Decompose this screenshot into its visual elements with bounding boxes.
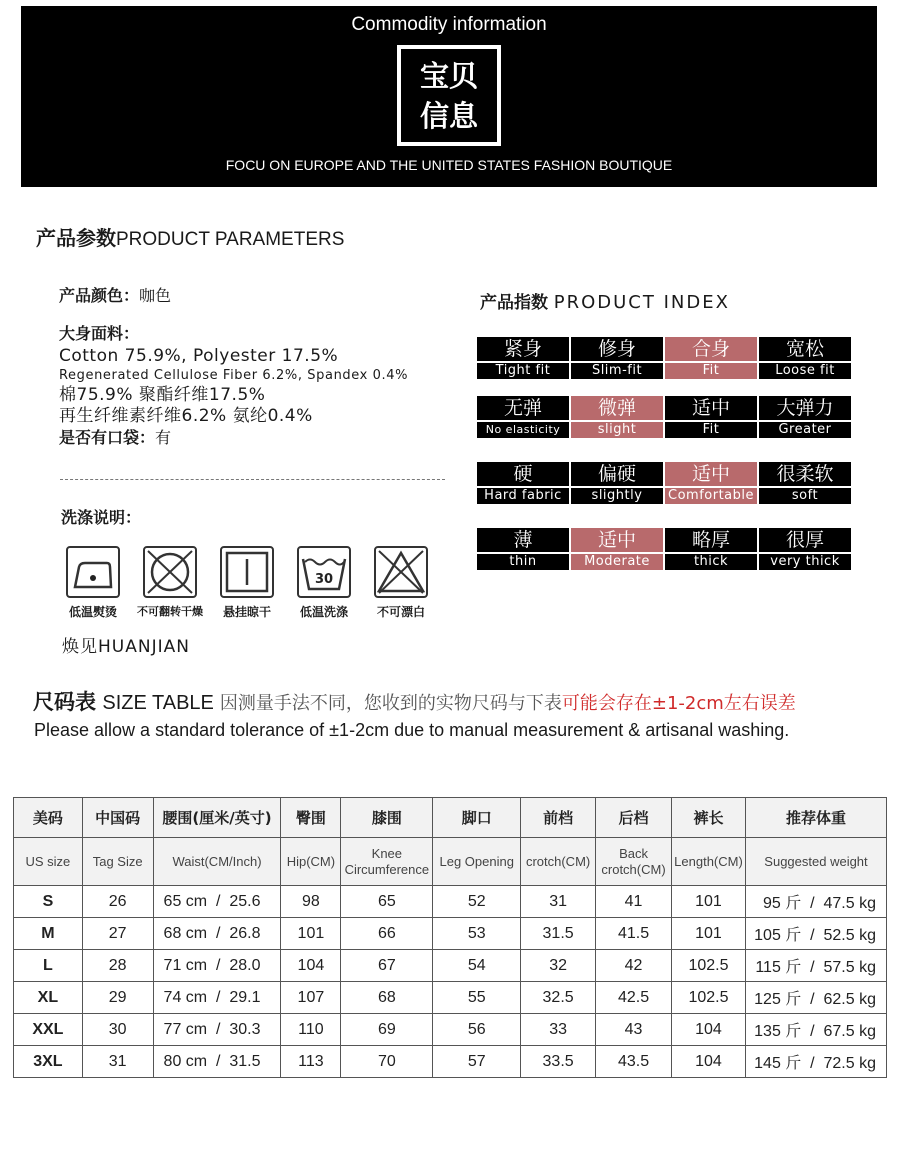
table-cell: 29 xyxy=(82,982,153,1014)
table-cell: 113 xyxy=(281,1046,341,1078)
index-cell xyxy=(477,337,569,379)
index-cell xyxy=(571,396,663,438)
column-header-en: Waist(CM/Inch) xyxy=(153,838,281,886)
column-header: 臀围 xyxy=(281,798,341,838)
table-cell: 104 xyxy=(672,1046,746,1078)
params-heading-cn: 产品参数 xyxy=(36,226,116,250)
index-cell xyxy=(477,462,569,504)
table-cell: 55 xyxy=(433,982,521,1014)
table-cell: 69 xyxy=(341,1014,433,1046)
table-cell: 135 斤 / 67.5 kg xyxy=(745,1014,886,1046)
index-cell xyxy=(477,396,569,438)
column-header-en: Length(CM) xyxy=(672,838,746,886)
index-cell-cn: 修身 xyxy=(597,338,636,360)
index-cell-en: slightly xyxy=(571,486,663,503)
table-row xyxy=(14,950,887,982)
index-cell-en: Greater xyxy=(759,420,851,437)
index-heading-cn: 产品指数 xyxy=(480,293,548,313)
index-heading xyxy=(480,288,730,313)
index-cell xyxy=(571,462,663,504)
wash-temp-label: 30 xyxy=(314,572,334,587)
table-cell: 32.5 xyxy=(521,982,596,1014)
index-row xyxy=(477,462,850,504)
column-header: 裤长 xyxy=(672,798,746,838)
column-header-en: Tag Size xyxy=(82,838,153,886)
column-header: 美码 xyxy=(14,798,83,838)
index-cell-cn: 适中 xyxy=(691,463,730,485)
table-cell: M xyxy=(14,918,83,950)
index-cell xyxy=(665,528,757,570)
index-row xyxy=(477,396,850,438)
banner-subtitle: FOCU ON EUROPE AND THE UNITED STATES FASHION BOUTIQUE xyxy=(225,157,673,173)
wash-item-wash xyxy=(289,545,359,620)
index-cell xyxy=(759,462,851,504)
fabric-label: 大身面料： xyxy=(59,324,140,343)
size-note-red: 可能会存在±1-2cm左右误差 xyxy=(561,693,796,714)
index-cell-en: Slim-fit xyxy=(571,361,663,378)
index-cell-cn: 薄 xyxy=(513,529,533,551)
index-cell-cn: 很厚 xyxy=(785,529,824,551)
index-cell-cn: 适中 xyxy=(691,397,730,419)
column-header-en: Hip(CM) xyxy=(281,838,341,886)
table-row xyxy=(14,1014,887,1046)
table-cell: 42.5 xyxy=(596,982,672,1014)
index-cell-cn: 硬 xyxy=(513,463,533,485)
index-cell xyxy=(665,396,757,438)
low-temp-iron-icon xyxy=(65,545,121,599)
index-cell-cn: 很柔软 xyxy=(776,463,834,485)
size-note-gray: 因测量手法不同，您收到的实物尺码与下表 xyxy=(219,693,562,714)
table-cell: 74 cm / 29.1 xyxy=(153,982,281,1014)
header-banner xyxy=(21,6,877,187)
divider xyxy=(60,479,445,480)
index-cell-cn: 紧身 xyxy=(503,338,542,360)
size-note-en: Please allow a standard tolerance of ±1-2cm due to manual measurement & artisanal washing. xyxy=(34,720,790,740)
color-value: 咖色 xyxy=(139,286,172,305)
table-cell: 26 xyxy=(82,886,153,918)
table-cell: 77 cm / 30.3 xyxy=(153,1014,281,1046)
wash-30-icon xyxy=(296,545,352,599)
color-label: 产品颜色： xyxy=(59,286,140,305)
index-cell-en: slight xyxy=(571,420,663,437)
table-header-en xyxy=(14,838,887,886)
table-cell: 95 斤 / 47.5 kg xyxy=(745,886,886,918)
index-cell xyxy=(571,528,663,570)
table-cell: 125 斤 / 62.5 kg xyxy=(745,982,886,1014)
index-heading-en: PRODUCT INDEX xyxy=(553,292,730,313)
column-header: 推荐体重 xyxy=(745,798,886,838)
hang-dry-icon xyxy=(219,545,275,599)
table-cell: 107 xyxy=(281,982,341,1014)
color-line xyxy=(59,285,469,307)
pocket-value: 有 xyxy=(155,428,172,447)
table-cell: 65 cm / 25.6 xyxy=(153,886,281,918)
table-cell: 33.5 xyxy=(521,1046,596,1078)
table-cell: 43 xyxy=(596,1014,672,1046)
column-header: 后档 xyxy=(596,798,672,838)
index-cell-en: Tight fit xyxy=(477,361,569,378)
size-heading-cn: 尺码表 xyxy=(33,690,96,714)
params-heading xyxy=(36,222,344,251)
index-cell-cn: 大弹力 xyxy=(776,397,834,419)
table-cell: 41.5 xyxy=(596,918,672,950)
column-header: 前档 xyxy=(521,798,596,838)
index-row xyxy=(477,337,850,379)
table-cell: 43.5 xyxy=(596,1046,672,1078)
wash-label-tumble: 不可翻转干燥 xyxy=(137,605,203,618)
table-cell: L xyxy=(14,950,83,982)
wash-title: 洗涤说明： xyxy=(61,508,142,527)
fabric-line-3: 棉75.9% 聚酯纤维17.5% xyxy=(59,385,266,405)
table-cell: 52 xyxy=(433,886,521,918)
table-cell: XL xyxy=(14,982,83,1014)
table-row xyxy=(14,886,887,918)
table-cell: 56 xyxy=(433,1014,521,1046)
index-cell-en: No elasticity xyxy=(477,420,569,437)
column-header-en: US size xyxy=(14,838,83,886)
fabric-line-1: Cotton 75.9%, Polyester 17.5% xyxy=(59,346,339,366)
column-header: 中国码 xyxy=(82,798,153,838)
index-cell-cn: 微弹 xyxy=(597,397,636,419)
table-cell: 33 xyxy=(521,1014,596,1046)
index-cell-cn: 宽松 xyxy=(785,338,824,360)
banner-box-line1: 宝贝 xyxy=(419,59,478,93)
size-heading-en: SIZE TABLE xyxy=(102,692,214,714)
table-row xyxy=(14,1046,887,1078)
table-cell: 65 xyxy=(341,886,433,918)
index-row xyxy=(477,528,850,570)
wash-label-hang: 悬挂晾干 xyxy=(222,605,271,619)
column-header: 脚口 xyxy=(433,798,521,838)
wash-label-wash: 低温洗涤 xyxy=(299,605,348,619)
table-cell: 32 xyxy=(521,950,596,982)
index-cell-en: thick xyxy=(665,552,757,569)
table-cell: 104 xyxy=(281,950,341,982)
table-cell: 54 xyxy=(433,950,521,982)
wash-item-bleach xyxy=(366,545,436,620)
index-cell-cn: 适中 xyxy=(597,529,636,551)
table-cell: 104 xyxy=(672,1014,746,1046)
table-cell: 67 xyxy=(341,950,433,982)
index-cell xyxy=(571,337,663,379)
no-bleach-icon xyxy=(373,545,429,599)
table-header-cn xyxy=(14,798,887,838)
table-cell: 68 cm / 26.8 xyxy=(153,918,281,950)
fabric-line-2: Regenerated Cellulose Fiber 6.2%, Spandex 0.4% xyxy=(59,368,409,383)
index-cell-en: soft xyxy=(759,486,851,503)
column-header-en: Knee Circumference xyxy=(341,838,433,886)
table-cell: 41 xyxy=(596,886,672,918)
index-cell-cn: 偏硬 xyxy=(597,463,636,485)
index-cell-en: thin xyxy=(477,552,569,569)
table-cell: XXL xyxy=(14,1014,83,1046)
column-header-en: Back crotch(CM) xyxy=(596,838,672,886)
pocket-label: 是否有口袋： xyxy=(59,428,156,447)
table-cell: 27 xyxy=(82,918,153,950)
table-cell: 57 xyxy=(433,1046,521,1078)
size-heading xyxy=(33,686,796,716)
index-cell xyxy=(477,528,569,570)
wash-label-bleach: 不可漂白 xyxy=(376,605,425,619)
table-cell: 115 斤 / 57.5 kg xyxy=(745,950,886,982)
index-cell xyxy=(665,337,757,379)
table-cell: 53 xyxy=(433,918,521,950)
index-cell-cn: 无弹 xyxy=(503,397,542,419)
fabric-line-4: 再生纤维素纤维6.2% 氨纶0.4% xyxy=(59,406,313,426)
table-cell: 102.5 xyxy=(672,950,746,982)
banner-logo-box xyxy=(397,45,501,146)
index-cell-en: very thick xyxy=(759,552,851,569)
table-cell: 71 cm / 28.0 xyxy=(153,950,281,982)
table-cell: 31.5 xyxy=(521,918,596,950)
table-cell: 28 xyxy=(82,950,153,982)
index-cell-en: Loose fit xyxy=(759,361,851,378)
table-cell: 110 xyxy=(281,1014,341,1046)
index-cell xyxy=(759,528,851,570)
table-cell: 30 xyxy=(82,1014,153,1046)
column-header: 膝围 xyxy=(341,798,433,838)
table-cell: 101 xyxy=(672,886,746,918)
index-cell xyxy=(759,337,851,379)
wash-item-iron xyxy=(58,545,128,620)
table-row xyxy=(14,982,887,1014)
index-cell-en: Fit xyxy=(665,361,757,378)
column-header: 腰围(厘米/英寸) xyxy=(153,798,281,838)
pocket-line xyxy=(59,427,469,449)
table-cell: 98 xyxy=(281,886,341,918)
index-cell xyxy=(665,462,757,504)
wash-item-hang xyxy=(212,545,282,620)
index-cell-cn: 合身 xyxy=(691,338,730,360)
index-cell xyxy=(759,396,851,438)
table-cell: 101 xyxy=(281,918,341,950)
table-cell: 31 xyxy=(521,886,596,918)
table-cell: 102.5 xyxy=(672,982,746,1014)
brand-name: 焕见HUANJIAN xyxy=(62,637,190,657)
wash-item-tumble xyxy=(135,545,205,619)
index-cell-en: Fit xyxy=(665,420,757,437)
banner-title: Commodity information xyxy=(351,14,547,35)
column-header-en: Leg Opening xyxy=(433,838,521,886)
table-cell: 31 xyxy=(82,1046,153,1078)
index-cell-en: Hard fabric xyxy=(477,486,569,503)
table-cell: 70 xyxy=(341,1046,433,1078)
table-cell: 68 xyxy=(341,982,433,1014)
size-table xyxy=(13,797,887,1078)
table-cell: 101 xyxy=(672,918,746,950)
index-cell-en: Moderate xyxy=(571,552,663,569)
table-cell: S xyxy=(14,886,83,918)
params-block xyxy=(59,285,469,449)
banner-box-line2: 信息 xyxy=(419,99,478,133)
wash-icons xyxy=(58,545,438,625)
index-cell-en: Comfortable xyxy=(665,486,757,503)
wash-label-iron: 低温熨烫 xyxy=(68,605,117,619)
column-header-en: crotch(CM) xyxy=(521,838,596,886)
table-cell: 145 斤 / 72.5 kg xyxy=(745,1046,886,1078)
table-row xyxy=(14,918,887,950)
table-cell: 3XL xyxy=(14,1046,83,1078)
table-cell: 80 cm / 31.5 xyxy=(153,1046,281,1078)
params-heading-en: PRODUCT PARAMETERS xyxy=(116,229,345,250)
no-tumble-dry-icon xyxy=(142,545,198,599)
table-cell: 66 xyxy=(341,918,433,950)
column-header-en: Suggested weight xyxy=(745,838,886,886)
table-cell: 42 xyxy=(596,950,672,982)
index-cell-cn: 略厚 xyxy=(691,529,730,551)
table-cell: 105 斤 / 52.5 kg xyxy=(745,918,886,950)
